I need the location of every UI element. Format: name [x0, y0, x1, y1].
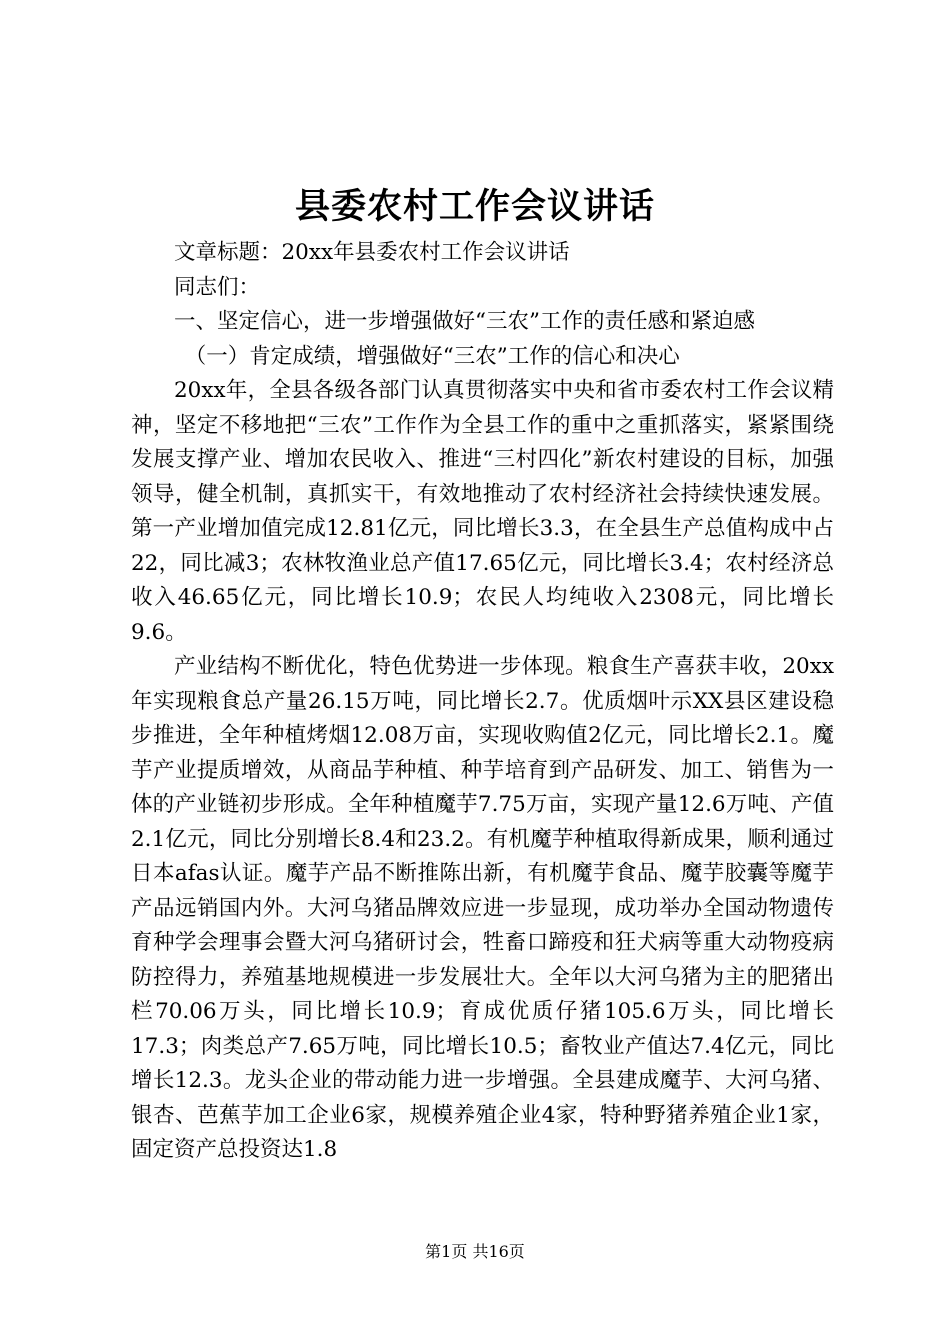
section-heading: 一、坚定信心，进一步增强做好“三农”工作的责任感和紧迫感 — [174, 309, 755, 334]
document-title: 县委农村工作会议讲话 — [294, 186, 655, 227]
article-title-line: 文章标题：20xx年县委农村工作会议讲话 — [174, 240, 570, 265]
document-body — [131, 236, 834, 1168]
salutation: 同志们： — [174, 274, 261, 300]
body-paragraph: 产业结构不断优化，特色优势进一步体现。粮食生产喜获丰收，20xx年实现粮食总产量26.15万吨，同比增长2.7。优质烟叶示XX县区建设稳步推进，全年种植烤烟12.08万亩，实现收购值2亿元，同比增长2.1。魔芋产业提质增效，从商品芋种植、种芋培育到产品研发、加工、销售为一体的产业链初步形成。全年种植魔芋7.75万亩，实现产量12.6万吨、产值2.1亿元，同比分别增长8.4和23.2。有机魔芋种植取得新成果，顺利通过日本afas认证。魔芋产品不断推陈出新，有机魔芋食品、魔芋胶囊等魔芋产品远销国内外。大河乌猪品牌效应进一步显现，成功举办全国动物遗传育种学会理事会暨大河乌猪研讨会，牲畜口蹄疫和狂犬病等重大动物疫病防控得力，养殖基地规模进一步发展壮大。全年以大河乌猪为主的肥猪出栏70.06万头，同比增长10.9；育成优质仔猪105.6万头，同比增长17.3；肉类总产7.65万吨，同比增长10.5；畜牧业产值达7.4亿元，同比增长12.3。龙头企业的带动能力进一步增强。全县建成魔芋、大河乌猪、银杏、芭蕉芋加工企业6家，规模养殖企业4家，特种野猪养殖企业1家，固定资产总投资达1.8 — [131, 654, 834, 1162]
subsection-heading: （一）肯定成绩，增强做好“三农”工作的信心和决心 — [184, 343, 680, 369]
page-number-footer: 第1页 共16页 — [425, 1242, 525, 1261]
body-paragraph: 20xx年，全县各级各部门认真贯彻落实中央和省市委农村工作会议精神，坚定不移地把“三农”工作作为全县工作的重中之重抓落实，紧紧围绕发展支撑产业、增加农民收入、推进“三村四化”新农村建设的目标，加强领导，健全机制，真抓实干，有效地推动了农村经济社会持续快速发展。第一产业增加值完成12.81亿元，同比增长3.3，在全县生产总值构成中占22，同比减3；农林牧渔业总产值17.65亿元，同比增长3.4；农村经济总收入46.65亿元，同比增长10.9；农民人均纯收入2308元，同比增长9.6。 — [131, 378, 834, 645]
